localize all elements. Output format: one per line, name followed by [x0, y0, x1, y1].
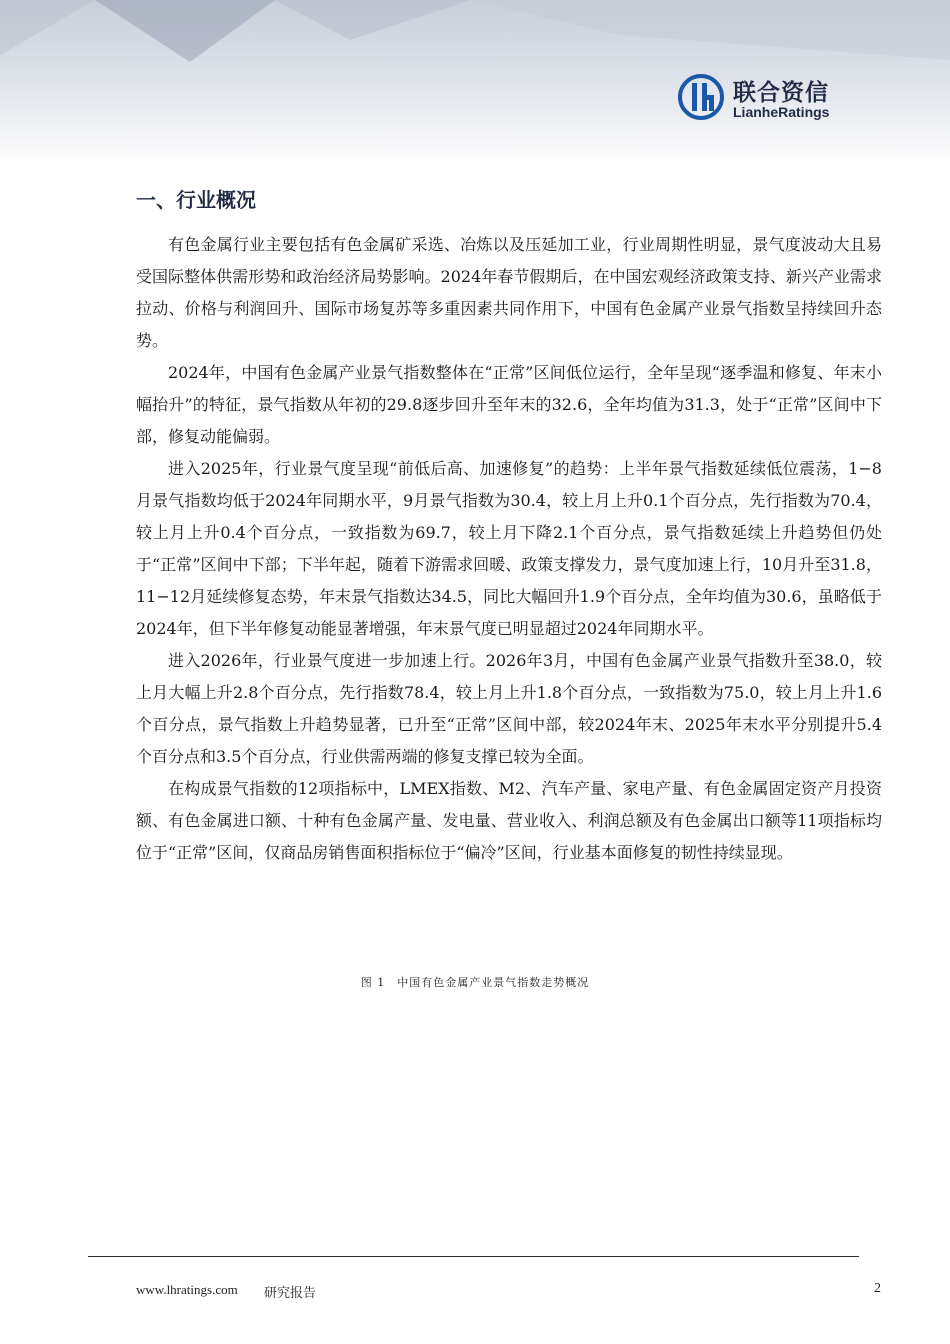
figure-caption: 图 1 中国有色金属产业景气指数走势概况 [360, 976, 590, 989]
footer-website-link[interactable]: www.lhratings.com [136, 1282, 238, 1297]
footer-report-label: 研究报告 [264, 1286, 317, 1301]
logo-chinese-name: 联合资信 [733, 80, 829, 106]
paragraph-overview: 有色金属行业主要包括有色金属矿采选、冶炼以及压延加工业，行业周期性明显，景气度波动大且易受国际整体供需形势和政治经济局势影响。2024年春节假期后，在中国宏观经济政策支持、新兴产业需求拉动、价格与利润回升、国际市场复苏等多重因素共同作用下，中国有色金属产业景气指数呈持续回升态势。 [136, 235, 882, 350]
logo-english-name: LianheRatings [733, 104, 830, 120]
page-number: 2 [874, 1281, 881, 1296]
paragraph-indicators: 在构成景气指数的12项指标中，LMEX指数、M2、汽车产量、家电产量、有色金属固定资产月投资额、有色金属进口额、十种有色金属产量、发电量、营业收入、利润总额及有色金属出口额等11项指标均位于“正常”区间，仅商品房销售面积指标位于“偏冷”区间，行业基本面修复的韧性持续显现。 [136, 779, 882, 862]
section-heading: 一、行业概况 [136, 188, 256, 212]
footer-divider [88, 1256, 859, 1257]
header-band [0, 0, 950, 165]
body-text [136, 229, 882, 869]
paragraph-2025: 进入2025年，行业景气度呈现“前低后高、加速修复”的趋势：上半年景气指数延续低位震荡，1−8月景气指数均低于2024年同期水平，9月景气指数为30.4，较上月上升0.1个百分点，先行指数为70.4，较上月上升0.4个百分点，一致指数为69.7，较上月下降2.1个百分点，景气指数延续上升趋势但仍处于“正常”区间中下部；下半年起，随着下游需求回暖、政策支撑发力，景气度加速上行，10月升至31.8，11−12月延续修复态势，年末景气指数达34.5，同比大幅回升1.9个百分点，全年均值为30.6，虽略低于2024年，但下半年修复动能显著增强，年末景气度已明显超过2024年同期水平。 [136, 459, 882, 638]
paragraph-2026: 进入2026年，行业景气度进一步加速上行。2026年3月，中国有色金属产业景气指数升至38.0，较上月大幅上升2.8个百分点，先行指数78.4，较上月上升1.8个百分点，一致指数为75.0，较上月上升1.6个百分点，景气指数上升趋势显著，已升至“正常”区间中部，较2024年末、2025年末水平分别提升5.4个百分点和3.5个百分点，行业供需两端的修复支撑已较为全面。 [136, 651, 882, 766]
lianhe-lh-logo-icon [678, 74, 724, 120]
paragraph-2024: 2024年，中国有色金属产业景气指数整体在“正常”区间低位运行，全年呈现“逐季温和修复、年末小幅抬升”的特征，景气指数从年初的29.8逐步回升至年末的32.6，全年均值为31.3，处于“正常”区间中下部，修复动能偏弱。 [136, 363, 882, 446]
company-logo [678, 74, 858, 126]
